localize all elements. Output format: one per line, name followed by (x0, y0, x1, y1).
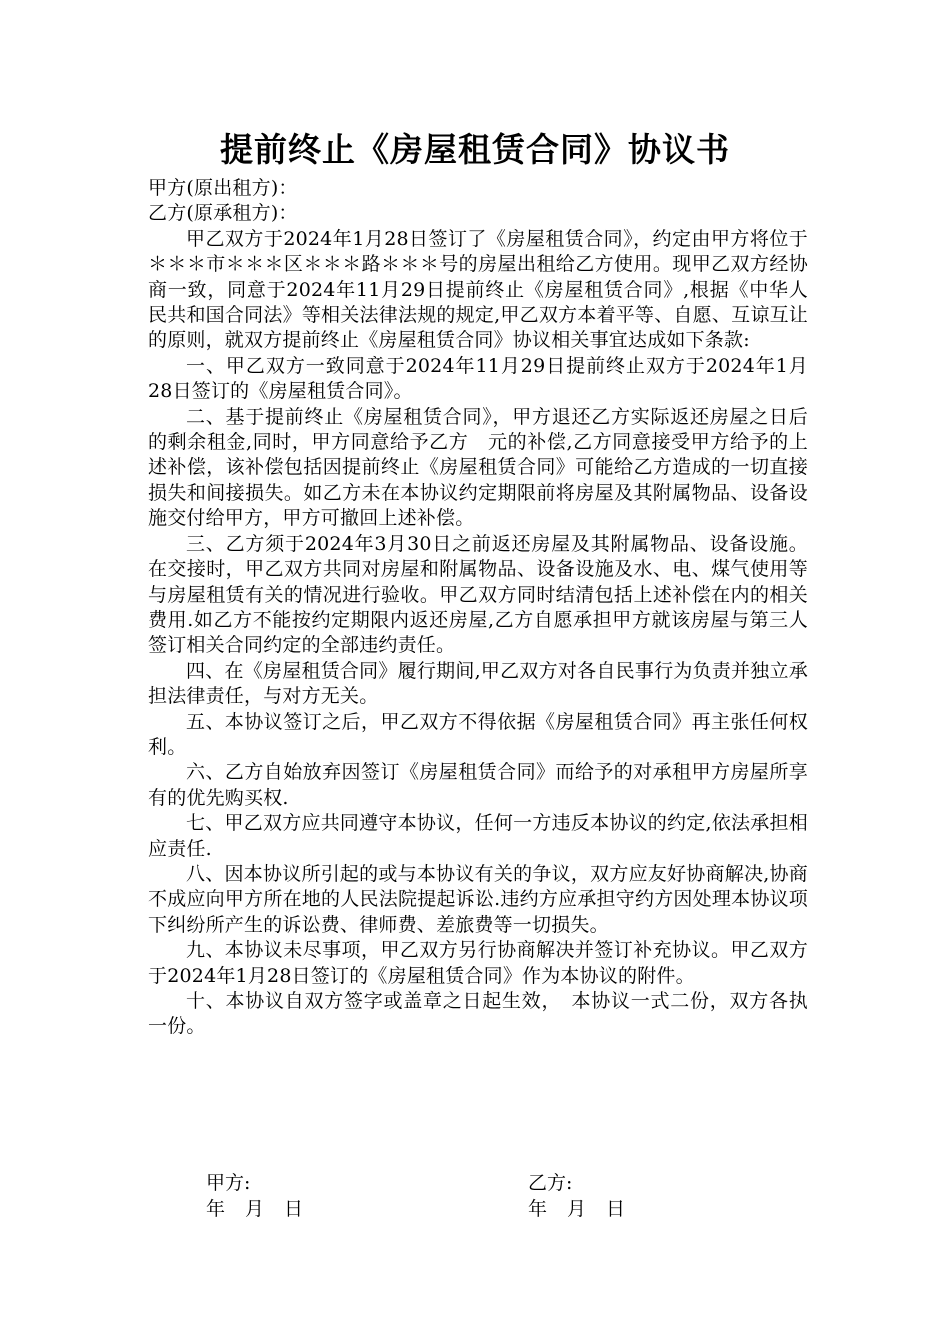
document-title: 提前终止《房屋租赁合同》协议书 (220, 130, 730, 169)
intro-paragraph: 甲乙双方于2024年1月28日签订了《房屋租赁合同》，约定由甲方将位于＊＊＊市＊＊＊区＊＊＊路＊＊＊号的房屋出租给乙方使用。现甲乙双方经协商一致，同意于2024年11月29日提前终止《房屋租赁合同》,根据《中华人民共和国合同法》等相关法律法规的规定,甲乙双方本着平等、自愿、互谅互让的原则，就双方提前终止《房屋租赁合同》协议相关事宜达成如下条款: (148, 227, 808, 352)
clause-6: 六、乙方自始放弃因签订《房屋租赁合同》而给予的对承租甲方房屋所享有的优先购买权. (148, 761, 808, 809)
clause-9: 九、本协议未尽事项，甲乙双方另行协商解决并签订补充协议。甲乙双方于2024年1月28日签订的《房屋租赁合同》作为本协议的附件。 (148, 939, 808, 987)
date-month: 月 (245, 1198, 265, 1220)
clause-10: 十、本协议自双方签字或盖章之日起生效， 本协议一式二份，双方各执一份。 (148, 990, 808, 1038)
party-b-date (528, 1196, 625, 1222)
date-year: 年 (206, 1198, 226, 1220)
date-month: 月 (567, 1198, 587, 1220)
date-day: 日 (284, 1198, 304, 1220)
party-a-signature-label: 甲方: (206, 1172, 251, 1194)
clause-3: 三、乙方须于2024年3月30日之前返还房屋及其附属物品、设备设施。在交接时，甲乙双方共同对房屋和附属物品、设备设施及水、电、煤气使用等与房屋租赁有关的情况进行验收。甲乙双方同时结清包括上述补偿在内的相关费用.如乙方不能按约定期限内返还房屋,乙方自愿承担甲方就该房屋与第三人签订相关合同约定的全部违约责任。 (148, 532, 808, 657)
party-a-date (206, 1196, 303, 1222)
party-b-signature-label: 乙方: (528, 1172, 573, 1194)
clause-1: 一、甲乙双方一致同意于2024年11月29日提前终止双方于2024年1月28日签订的《房屋租赁合同》。 (148, 354, 808, 403)
date-day: 日 (606, 1198, 626, 1220)
clause-4: 四、在《房屋租赁合同》履行期间,甲乙双方对各自民事行为负责并独立承担法律责任，与对方无关。 (148, 659, 808, 708)
document-body (148, 176, 808, 1040)
party-a-line: 甲方(原出租方)： (148, 177, 298, 199)
party-b-line: 乙方(原承租方)： (148, 202, 298, 225)
clause-2: 二、基于提前终止《房屋租赁合同》，甲方退还乙方实际返还房屋之日后的剩余租金,同时，甲方同意给予乙方 元的补偿,乙方同意接受甲方给予的上述补偿，该补偿包括因提前终止《房屋租赁合同》可能给乙方造成的一切直接损失和间接损失。如乙方未在本协议约定期限前将房屋及其附属物品、设备设施交付给甲方，甲方可撤回上述补偿。 (148, 405, 808, 530)
clause-7: 七、甲乙双方应共同遵守本协议，任何一方违反本协议的约定,依法承担相应责任. (148, 812, 808, 860)
date-year: 年 (528, 1198, 548, 1220)
clause-5: 五、本协议签订之后，甲乙双方不得依据《房屋租赁合同》再主张任何权利。 (148, 710, 808, 758)
clause-8: 八、因本协议所引起的或与本协议有关的争议，双方应友好协商解决,协商不成应向甲方所在地的人民法院提起诉讼.违约方应承担守约方因处理本协议项下纠纷所产生的诉讼费、律师费、差旅费等一切损失。 (148, 862, 808, 936)
